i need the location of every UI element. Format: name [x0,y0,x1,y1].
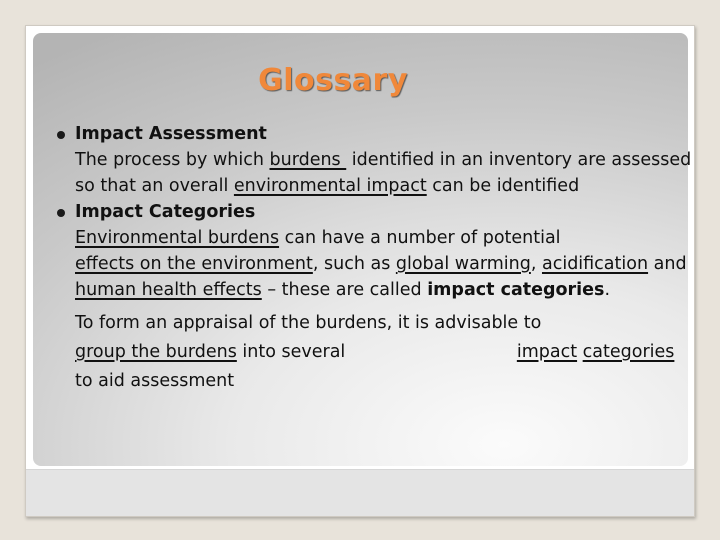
definition-text: The process by which [75,150,270,170]
definition-text: can have a number of potential [279,228,561,248]
slide-footer-band [26,469,694,516]
bullet-icon [57,209,65,217]
hyperlink-impact[interactable]: impact [516,342,578,362]
hyperlink-effects-on-the-environment[interactable]: effects on the environment [75,254,313,274]
glossary-definition [75,147,695,199]
glossary-definition [75,225,695,303]
slide-title: Glossary [258,63,408,98]
hyperlink-acidification[interactable]: acidification [541,254,649,274]
glossary-term: Impact Categories [75,202,256,222]
hyperlink-environmental-impact[interactable]: environmental impact [233,176,427,196]
hyperlink-categories[interactable]: categories [582,342,675,362]
definition-text: and [648,254,687,274]
glossary-item-impact-assessment [75,121,695,199]
hyperlink-global-warming[interactable]: global warming [395,254,531,274]
glossary-list [75,121,695,396]
definition-text: , such as [312,254,396,274]
hyperlink-environmental-burdens[interactable]: Environmental burdens [75,228,280,248]
definition-text: to aid assessment [75,371,235,391]
definition-text: To form an appraisal of the burdens, it is advisable to [75,313,542,333]
hyperlink-group-the-burdens[interactable]: group the burdens [75,342,237,362]
hyperlink-human-health-effects[interactable]: human health effects [75,280,262,300]
definition-text: – these are called [261,280,428,300]
definition-text: can be identified [426,176,580,196]
glossary-item-impact-categories [75,199,695,396]
definition-text: identified in an inventory are assessed so that an overall [75,150,692,196]
definition-text: , [530,254,542,274]
glossary-term: Impact Assessment [75,124,267,144]
hyperlink-burdens[interactable]: burdens [269,150,347,170]
slide [25,25,695,517]
definition-text: into several [236,342,351,362]
bold-term-impact-categories: impact categories [427,280,605,300]
glossary-extra-paragraph [75,309,695,396]
definition-text: . [604,280,611,300]
bullet-icon [57,131,65,139]
content-panel [33,33,692,466]
